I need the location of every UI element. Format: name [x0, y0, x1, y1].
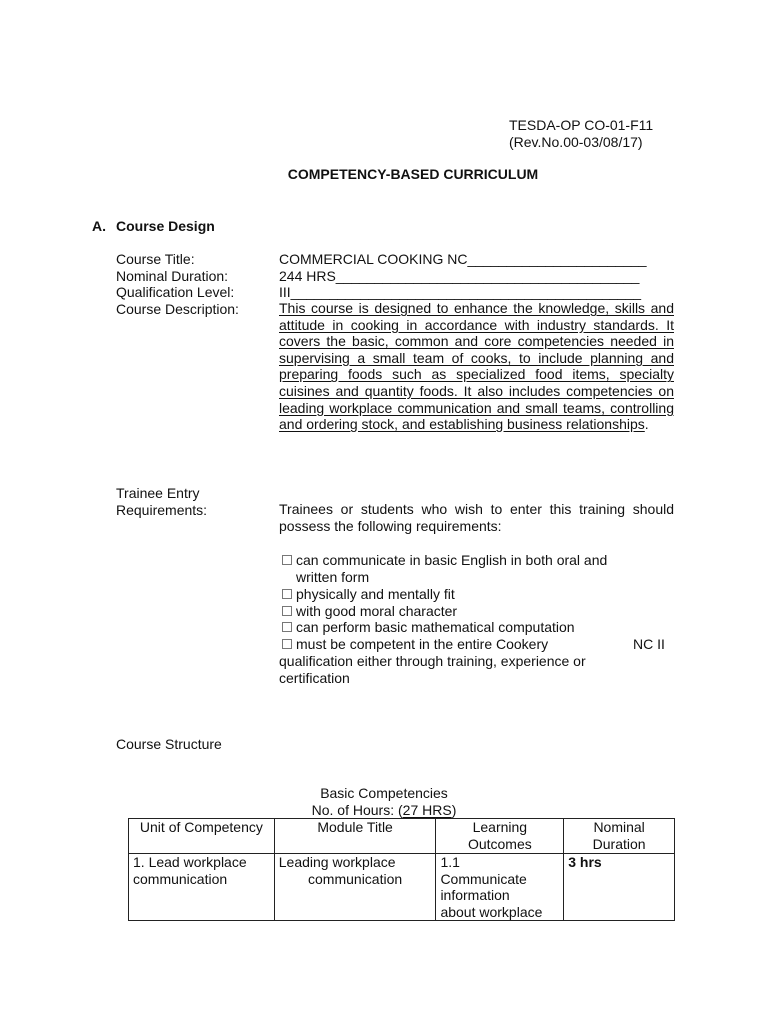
- checkbox-icon: [282, 606, 292, 616]
- course-title-label: Course Title:: [116, 251, 195, 267]
- header-outcomes: Learning Outcomes: [436, 819, 564, 854]
- checkbox-icon: [282, 639, 292, 649]
- checkbox-icon: [282, 589, 292, 599]
- requirements-label: Requirements:: [116, 502, 208, 518]
- table-title: Basic Competencies: [320, 785, 448, 801]
- section-heading: Course Design: [116, 218, 215, 234]
- qualification-level-value: III_____________________________________________: [279, 284, 642, 300]
- header-module: Module Title: [274, 819, 436, 854]
- course-description-text: [279, 300, 674, 433]
- document-title: COMPETENCY-BASED CURRICULUM: [287, 166, 539, 182]
- course-title-value: COMMERCIAL COOKING NC_______________________: [279, 251, 647, 267]
- requirement-item: must be competent in the entire Cookery: [282, 636, 548, 653]
- checkbox-icon: [282, 622, 292, 632]
- nominal-duration-label: Nominal Duration:: [116, 268, 229, 284]
- revision-number: (Rev.No.00-03/08/17): [509, 134, 643, 150]
- table-header-row: [129, 819, 675, 854]
- cell-module: Leading workplace communication: [274, 854, 436, 921]
- cell-duration: 3 hrs: [564, 854, 675, 921]
- table-row: [129, 854, 675, 921]
- checkbox-icon: [282, 555, 292, 565]
- course-description-label: Course Description:: [116, 301, 239, 317]
- trainee-entry-label: Trainee Entry: [116, 485, 200, 501]
- requirement-item-cont: certification: [279, 670, 350, 686]
- section-letter: A.: [92, 218, 106, 234]
- requirement-item: with good moral character: [282, 603, 457, 620]
- nc-level: NC II: [633, 636, 665, 652]
- requirement-item: can perform basic mathematical computation: [282, 619, 575, 636]
- nominal-duration-value: 244 HRS_______________________________________: [279, 268, 640, 284]
- basic-competencies-table: [128, 818, 675, 921]
- cell-unit: 1. Lead workplace communication: [129, 854, 275, 921]
- requirement-item-cont: qualification either through training, experience or: [279, 653, 586, 669]
- header-unit: Unit of Competency: [129, 819, 275, 854]
- header-duration: Nominal Duration: [564, 819, 675, 854]
- course-description-end: .: [644, 416, 649, 433]
- qualification-level-label: Qualification Level:: [116, 284, 235, 300]
- hours-value: 27 HRS: [402, 802, 452, 818]
- course-structure-label: Course Structure: [116, 736, 222, 752]
- requirement-item: physically and mentally fit: [282, 586, 455, 603]
- form-code: TESDA-OP CO-01-F11: [509, 117, 654, 133]
- hours-line: No. of Hours: (27 HRS): [311, 802, 457, 818]
- requirement-item-cont: written form: [296, 569, 370, 585]
- requirements-intro: Trainees or students who wish to enter this training should possess the following requirements:: [279, 501, 674, 534]
- cell-outcomes: 1.1 Communicate information about workplace: [436, 854, 564, 921]
- course-description-body: This course is designed to enhance the knowledge, skills and attitude in cooking in accordance with industry standards. It covers the basic, common and core competencies needed in supervising a small team of cooks, to include planning and preparing foods such as specialized food items, specialty cuisines and quantity foods. It also includes competencies on leading workplace communication and small teams, controlling and ordering stock, and establishing business relationships: [279, 300, 674, 433]
- requirement-item: can communicate in basic English in both oral and: [282, 552, 607, 569]
